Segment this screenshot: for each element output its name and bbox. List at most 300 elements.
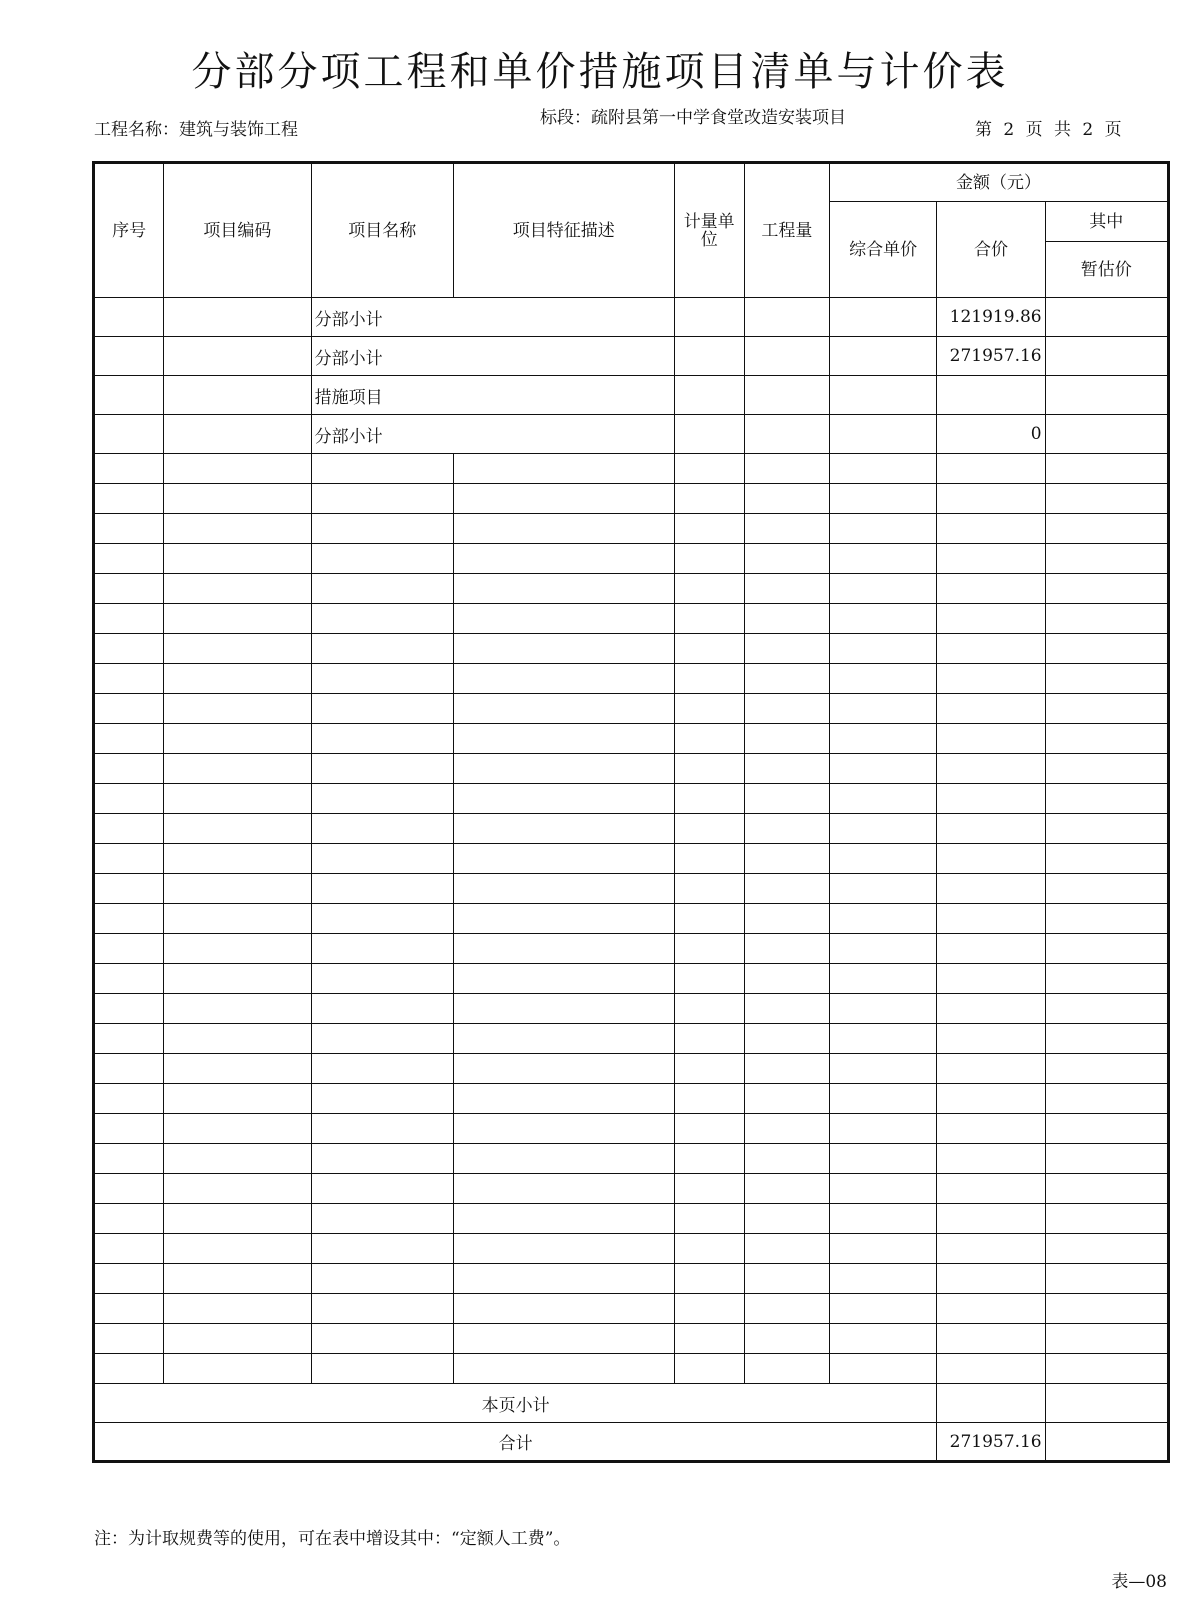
blank-cell	[830, 934, 937, 964]
blank-cell	[453, 1234, 674, 1264]
blank-cell	[937, 724, 1045, 754]
blank-cell	[674, 574, 744, 604]
blank-cell	[453, 1204, 674, 1234]
blank-cell	[94, 1354, 164, 1384]
blank-cell	[164, 724, 311, 754]
blank-cell	[1045, 454, 1168, 484]
blank-cell	[1045, 514, 1168, 544]
blank-cell	[674, 1174, 744, 1204]
blank-cell	[311, 484, 453, 514]
blank-cell	[830, 1144, 937, 1174]
blank-cell	[744, 1264, 829, 1294]
blank-cell	[311, 784, 453, 814]
blank-cell	[311, 1354, 453, 1384]
blank-cell	[937, 1144, 1045, 1174]
blank-cell	[744, 1084, 829, 1114]
row-total	[937, 376, 1045, 415]
blank-cell	[674, 1144, 744, 1174]
blank-cell	[937, 1174, 1045, 1204]
blank-cell	[830, 874, 937, 904]
blank-cell	[674, 1084, 744, 1114]
blank-cell	[744, 604, 829, 634]
blank-cell	[453, 604, 674, 634]
blank-cell	[164, 1324, 311, 1354]
blank-cell	[830, 664, 937, 694]
blank-cell	[830, 814, 937, 844]
blank-cell	[744, 1174, 829, 1204]
blank-cell	[164, 784, 311, 814]
table-row	[94, 376, 1169, 415]
blank-cell	[937, 1264, 1045, 1294]
blank-cell	[744, 754, 829, 784]
blank-cell	[744, 634, 829, 664]
table-row	[94, 337, 1169, 376]
blank-cell	[744, 1294, 829, 1324]
blank-row	[94, 874, 1169, 904]
blank-cell	[937, 844, 1045, 874]
blank-row	[94, 664, 1169, 694]
blank-cell	[1045, 694, 1168, 724]
blank-cell	[1045, 844, 1168, 874]
blank-cell	[453, 544, 674, 574]
row-name: 分部小计	[311, 415, 674, 454]
blank-cell	[453, 1144, 674, 1174]
blank-cell	[453, 724, 674, 754]
blank-cell	[830, 1174, 937, 1204]
blank-cell	[94, 844, 164, 874]
blank-cell	[94, 634, 164, 664]
blank-row	[94, 1354, 1169, 1384]
blank-cell	[164, 664, 311, 694]
blank-cell	[164, 1264, 311, 1294]
blank-cell	[937, 904, 1045, 934]
blank-rows	[94, 454, 1169, 1384]
blank-row	[94, 1204, 1169, 1234]
grand-total-value: 271957.16	[937, 1423, 1045, 1462]
header-unit-price: 综合单价	[830, 202, 937, 298]
blank-cell	[937, 964, 1045, 994]
blank-cell	[674, 724, 744, 754]
blank-cell	[937, 1354, 1045, 1384]
blank-cell	[674, 814, 744, 844]
blank-cell	[830, 484, 937, 514]
blank-cell	[94, 1264, 164, 1294]
blank-cell	[674, 1114, 744, 1144]
blank-cell	[937, 574, 1045, 604]
blank-cell	[744, 874, 829, 904]
blank-cell	[937, 994, 1045, 1024]
blank-cell	[164, 1024, 311, 1054]
blank-row	[94, 574, 1169, 604]
blank-cell	[94, 694, 164, 724]
blank-cell	[830, 754, 937, 784]
blank-cell	[1045, 754, 1168, 784]
blank-cell	[830, 904, 937, 934]
blank-cell	[164, 1054, 311, 1084]
blank-cell	[453, 1174, 674, 1204]
blank-cell	[937, 514, 1045, 544]
blank-cell	[311, 934, 453, 964]
blank-cell	[744, 1054, 829, 1084]
blank-cell	[453, 814, 674, 844]
blank-cell	[1045, 634, 1168, 664]
blank-cell	[937, 1114, 1045, 1144]
blank-cell	[674, 634, 744, 664]
blank-cell	[164, 484, 311, 514]
blank-cell	[937, 814, 1045, 844]
blank-cell	[164, 694, 311, 724]
blank-cell	[94, 1234, 164, 1264]
blank-row	[94, 814, 1169, 844]
blank-cell	[164, 1294, 311, 1324]
blank-cell	[94, 754, 164, 784]
blank-cell	[937, 1204, 1045, 1234]
blank-cell	[674, 1264, 744, 1294]
blank-row	[94, 904, 1169, 934]
blank-cell	[674, 694, 744, 724]
blank-cell	[937, 544, 1045, 574]
header-of-which: 其中	[1045, 202, 1168, 242]
page-title: 分部分项工程和单价措施项目清单与计价表	[191, 49, 1009, 95]
blank-cell	[744, 664, 829, 694]
blank-cell	[94, 904, 164, 934]
blank-cell	[94, 1204, 164, 1234]
table-row	[94, 415, 1169, 454]
blank-cell	[453, 784, 674, 814]
blank-cell	[744, 1114, 829, 1144]
blank-cell	[164, 514, 311, 544]
blank-cell	[1045, 1204, 1168, 1234]
blank-cell	[744, 784, 829, 814]
blank-cell	[94, 1114, 164, 1144]
blank-cell	[674, 604, 744, 634]
blank-cell	[674, 1024, 744, 1054]
blank-cell	[311, 724, 453, 754]
blank-cell	[674, 1324, 744, 1354]
blank-row	[94, 754, 1169, 784]
grand-total-label: 合计	[94, 1423, 937, 1462]
blank-row	[94, 1324, 1169, 1354]
blank-row	[94, 784, 1169, 814]
blank-cell	[164, 1354, 311, 1384]
blank-cell	[311, 634, 453, 664]
blank-cell	[164, 1144, 311, 1174]
blank-cell	[937, 754, 1045, 784]
blank-cell	[311, 844, 453, 874]
blank-row	[94, 1234, 1169, 1264]
blank-cell	[937, 1024, 1045, 1054]
blank-cell	[311, 754, 453, 784]
table-row	[94, 298, 1169, 337]
blank-cell	[830, 1114, 937, 1144]
blank-cell	[744, 814, 829, 844]
blank-cell	[744, 994, 829, 1024]
row-total: 0	[937, 415, 1045, 454]
blank-cell	[453, 964, 674, 994]
project-name: 工程名称：建筑与装饰工程	[94, 120, 298, 140]
blank-cell	[94, 1144, 164, 1174]
blank-row	[94, 1144, 1169, 1174]
blank-cell	[94, 934, 164, 964]
blank-cell	[164, 574, 311, 604]
blank-cell	[453, 904, 674, 934]
blank-cell	[1045, 1144, 1168, 1174]
header-quantity: 工程量	[744, 163, 829, 298]
blank-cell	[311, 604, 453, 634]
blank-cell	[830, 574, 937, 604]
blank-cell	[453, 1354, 674, 1384]
blank-cell	[937, 784, 1045, 814]
blank-cell	[311, 1234, 453, 1264]
blank-cell	[453, 694, 674, 724]
blank-cell	[744, 1204, 829, 1234]
blank-cell	[453, 754, 674, 784]
header-total: 合价	[937, 202, 1045, 298]
blank-cell	[311, 1054, 453, 1084]
blank-row	[94, 484, 1169, 514]
blank-cell	[311, 454, 453, 484]
blank-cell	[830, 1294, 937, 1324]
blank-cell	[830, 1354, 937, 1384]
blank-cell	[744, 1024, 829, 1054]
blank-cell	[1045, 1174, 1168, 1204]
blank-row	[94, 844, 1169, 874]
blank-cell	[830, 514, 937, 544]
blank-cell	[94, 1324, 164, 1354]
blank-cell	[674, 784, 744, 814]
blank-cell	[830, 454, 937, 484]
blank-cell	[94, 1294, 164, 1324]
blank-cell	[94, 994, 164, 1024]
blank-cell	[164, 814, 311, 844]
blank-cell	[311, 994, 453, 1024]
blank-cell	[94, 574, 164, 604]
blank-cell	[94, 544, 164, 574]
blank-cell	[94, 454, 164, 484]
blank-cell	[164, 1084, 311, 1114]
blank-cell	[744, 514, 829, 544]
blank-cell	[453, 1084, 674, 1114]
blank-cell	[453, 994, 674, 1024]
blank-row	[94, 724, 1169, 754]
blank-cell	[830, 634, 937, 664]
blank-cell	[830, 694, 937, 724]
blank-row	[94, 1024, 1169, 1054]
blank-cell	[453, 634, 674, 664]
blank-cell	[830, 1234, 937, 1264]
row-total: 121919.86	[937, 298, 1045, 337]
blank-cell	[674, 934, 744, 964]
blank-cell	[744, 1144, 829, 1174]
blank-cell	[164, 964, 311, 994]
blank-cell	[164, 844, 311, 874]
blank-cell	[1045, 1264, 1168, 1294]
blank-cell	[674, 994, 744, 1024]
blank-cell	[164, 874, 311, 904]
blank-cell	[1045, 724, 1168, 754]
blank-row	[94, 1264, 1169, 1294]
blank-cell	[674, 874, 744, 904]
blank-cell	[1045, 1114, 1168, 1144]
blank-cell	[453, 454, 674, 484]
blank-cell	[453, 1114, 674, 1144]
blank-cell	[1045, 604, 1168, 634]
blank-cell	[937, 694, 1045, 724]
blank-cell	[311, 874, 453, 904]
blank-cell	[453, 934, 674, 964]
blank-cell	[674, 1234, 744, 1264]
header-name: 项目名称	[311, 163, 453, 298]
blank-cell	[830, 994, 937, 1024]
blank-cell	[1045, 784, 1168, 814]
blank-row	[94, 454, 1169, 484]
blank-cell	[674, 664, 744, 694]
header-seq: 序号	[94, 163, 164, 298]
page-info: 第 2 页 共 2 页	[975, 120, 1122, 140]
row-name: 措施项目	[311, 376, 674, 415]
blank-cell	[1045, 1024, 1168, 1054]
form-code: 表—08	[1111, 1572, 1167, 1592]
blank-cell	[937, 1054, 1045, 1084]
blank-cell	[830, 784, 937, 814]
blank-cell	[311, 514, 453, 544]
blank-cell	[453, 514, 674, 544]
page-subtotal-row	[94, 1384, 1169, 1423]
blank-cell	[164, 754, 311, 784]
blank-cell	[311, 1264, 453, 1294]
blank-cell	[674, 514, 744, 544]
blank-cell	[744, 844, 829, 874]
blank-cell	[311, 1144, 453, 1174]
blank-cell	[1045, 1234, 1168, 1264]
blank-cell	[674, 1294, 744, 1324]
blank-cell	[311, 664, 453, 694]
blank-cell	[744, 964, 829, 994]
blank-cell	[830, 1204, 937, 1234]
header-code: 项目编码	[164, 163, 311, 298]
blank-cell	[830, 724, 937, 754]
blank-cell	[744, 1354, 829, 1384]
blank-cell	[94, 784, 164, 814]
blank-cell	[94, 664, 164, 694]
pricing-table	[92, 161, 1170, 1463]
blank-cell	[453, 1054, 674, 1084]
header-provisional: 暂估价	[1045, 242, 1168, 298]
blank-cell	[1045, 664, 1168, 694]
blank-cell	[1045, 904, 1168, 934]
blank-cell	[1045, 1324, 1168, 1354]
row-total: 271957.16	[937, 337, 1045, 376]
blank-cell	[453, 664, 674, 694]
blank-cell	[164, 1234, 311, 1264]
blank-cell	[94, 814, 164, 844]
blank-cell	[937, 604, 1045, 634]
blank-cell	[311, 1204, 453, 1234]
blank-cell	[674, 964, 744, 994]
blank-cell	[94, 1174, 164, 1204]
blank-row	[94, 964, 1169, 994]
blank-cell	[164, 544, 311, 574]
blank-cell	[674, 484, 744, 514]
blank-cell	[830, 1084, 937, 1114]
blank-row	[94, 634, 1169, 664]
blank-cell	[164, 1114, 311, 1144]
blank-cell	[744, 574, 829, 604]
blank-cell	[830, 964, 937, 994]
blank-row	[94, 934, 1169, 964]
blank-row	[94, 694, 1169, 724]
blank-cell	[94, 724, 164, 754]
blank-cell	[830, 544, 937, 574]
blank-cell	[937, 664, 1045, 694]
blank-cell	[1045, 994, 1168, 1024]
blank-cell	[311, 1294, 453, 1324]
blank-cell	[311, 904, 453, 934]
blank-cell	[453, 484, 674, 514]
blank-cell	[674, 544, 744, 574]
blank-row	[94, 1084, 1169, 1114]
blank-cell	[744, 454, 829, 484]
section-name: 标段：疏附县第一中学食堂改造安装项目	[540, 108, 846, 128]
blank-cell	[674, 904, 744, 934]
blank-cell	[164, 1174, 311, 1204]
blank-cell	[674, 454, 744, 484]
blank-cell	[1045, 814, 1168, 844]
blank-cell	[311, 574, 453, 604]
blank-cell	[937, 634, 1045, 664]
blank-cell	[453, 1324, 674, 1354]
blank-cell	[311, 1084, 453, 1114]
blank-cell	[311, 544, 453, 574]
blank-cell	[1045, 964, 1168, 994]
blank-cell	[937, 1234, 1045, 1264]
blank-cell	[744, 1234, 829, 1264]
blank-cell	[311, 1024, 453, 1054]
row-name: 分部小计	[311, 298, 674, 337]
blank-cell	[830, 1024, 937, 1054]
blank-cell	[164, 604, 311, 634]
blank-cell	[830, 1264, 937, 1294]
blank-cell	[830, 1054, 937, 1084]
blank-cell	[744, 1324, 829, 1354]
blank-row	[94, 514, 1169, 544]
page-subtotal-label: 本页小计	[94, 1384, 937, 1423]
blank-cell	[311, 964, 453, 994]
header-amount: 金额（元）	[830, 163, 1169, 202]
blank-cell	[164, 454, 311, 484]
blank-cell	[1045, 934, 1168, 964]
blank-cell	[453, 874, 674, 904]
blank-cell	[744, 904, 829, 934]
blank-cell	[937, 934, 1045, 964]
blank-cell	[311, 814, 453, 844]
blank-cell	[1045, 1354, 1168, 1384]
blank-cell	[1045, 1084, 1168, 1114]
blank-cell	[164, 634, 311, 664]
blank-cell	[937, 1084, 1045, 1114]
header-unit: 计量单位	[674, 163, 744, 298]
blank-cell	[744, 694, 829, 724]
blank-cell	[674, 844, 744, 874]
header-description: 项目特征描述	[453, 163, 674, 298]
blank-cell	[453, 1024, 674, 1054]
blank-cell	[164, 934, 311, 964]
footnote: 注：为计取规费等的使用，可在表中增设其中：“定额人工费”。	[94, 1529, 571, 1549]
blank-cell	[674, 1354, 744, 1384]
blank-cell	[1045, 1294, 1168, 1324]
blank-cell	[94, 1084, 164, 1114]
blank-row	[94, 1294, 1169, 1324]
